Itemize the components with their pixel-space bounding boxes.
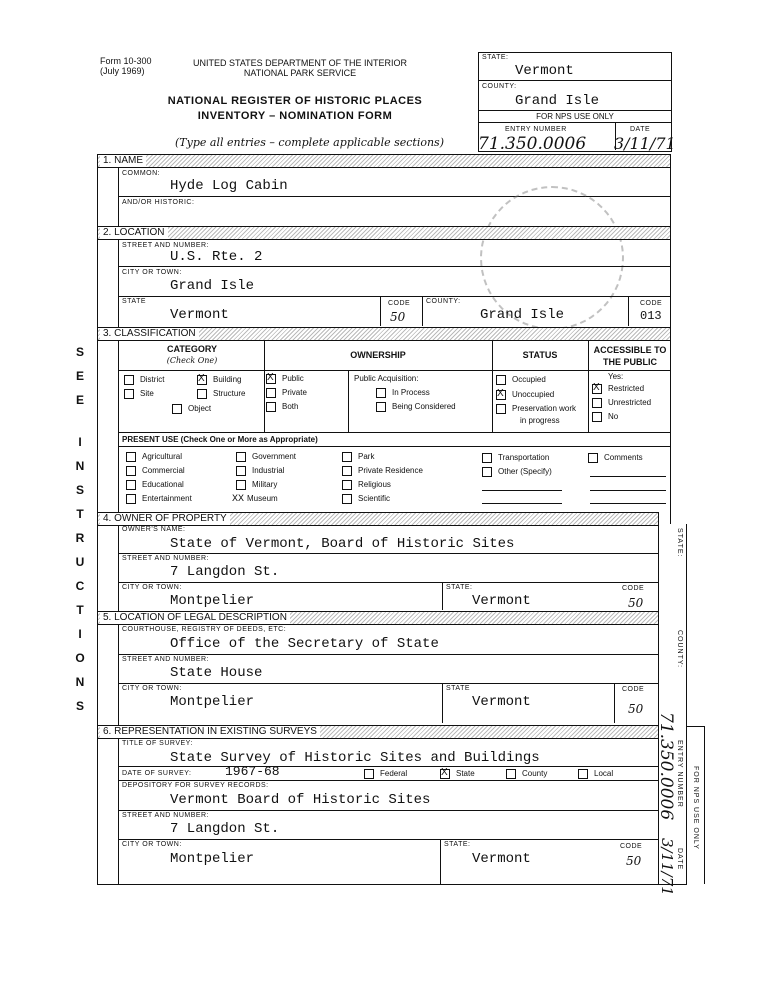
survey-date: 1967-68 xyxy=(225,764,280,779)
acc-restricted[interactable]: XRestricted xyxy=(592,384,644,394)
survey-title-label: TITLE OF SURVEY: xyxy=(122,740,193,747)
owner-code-label: CODE xyxy=(622,585,645,592)
use-military[interactable]: Military xyxy=(236,480,277,490)
commercial-checkbox[interactable] xyxy=(126,466,136,476)
survey-title: State Survey of Historic Sites and Buildings xyxy=(170,750,540,766)
agricultural-checkbox[interactable] xyxy=(126,452,136,462)
legal-code: 50 xyxy=(628,702,644,716)
legal-state-label: STATE xyxy=(446,685,471,692)
survey-city-label: CITY OR TOWN: xyxy=(122,841,182,848)
section-3-header: 3. CLASSIFICATION xyxy=(97,327,671,341)
federal-checkbox[interactable] xyxy=(364,769,374,779)
owner-city: Montpelier xyxy=(170,593,255,609)
owner-code: 50 xyxy=(628,596,644,610)
present-use-label: PRESENT USE (Check One or More as Appropriate) xyxy=(122,435,318,444)
state-checkbox[interactable] xyxy=(440,769,450,779)
location-county-code: 013 xyxy=(640,309,662,323)
object-checkbox[interactable] xyxy=(172,404,182,414)
scientific-checkbox[interactable] xyxy=(342,494,352,504)
form-title xyxy=(140,94,450,124)
acc-unrestricted[interactable]: Unrestricted xyxy=(592,398,651,408)
st-unoccupied[interactable]: XUnoccupied xyxy=(496,390,554,400)
st-preservation[interactable]: Preservation work xyxy=(496,404,576,414)
service: NATIONAL PARK SERVICE xyxy=(243,68,357,78)
legal-city: Montpelier xyxy=(170,694,255,710)
owner-state-label: STATE: xyxy=(446,584,473,591)
occupied-checkbox[interactable] xyxy=(496,375,506,385)
museum-mark: XX xyxy=(232,494,245,505)
location-county-code-label: CODE xyxy=(640,300,663,307)
use-government[interactable]: Government xyxy=(236,452,296,462)
in-process-checkbox[interactable] xyxy=(376,388,386,398)
owner-name: State of Vermont, Board of Historic Sites xyxy=(170,536,515,552)
location-state-code-label: CODE xyxy=(388,300,411,307)
top-county-value: Grand Isle xyxy=(515,93,600,109)
survey-code: 50 xyxy=(626,854,642,868)
acc-no[interactable]: No xyxy=(592,412,618,422)
use-educational[interactable]: Educational xyxy=(126,480,184,490)
cat-object[interactable]: Object xyxy=(172,404,211,414)
side-entry-number: 71.350.0006 xyxy=(656,712,676,821)
location-state-code: 50 xyxy=(390,310,406,324)
depository-label: DEPOSITORY FOR SURVEY RECORDS: xyxy=(122,782,269,789)
site-checkbox[interactable] xyxy=(124,389,134,399)
educational-checkbox[interactable] xyxy=(126,480,136,490)
own-both[interactable]: Both xyxy=(266,402,298,412)
transportation-checkbox[interactable] xyxy=(482,453,492,463)
side-date-label: DATE xyxy=(676,848,683,871)
form-number: Form 10-300 xyxy=(100,56,152,66)
location-state-label: STATE xyxy=(122,298,147,305)
title-line-1: NATIONAL REGISTER OF HISTORIC PLACES xyxy=(167,95,423,107)
cat-structure[interactable]: Structure xyxy=(197,389,245,399)
county-checkbox[interactable] xyxy=(506,769,516,779)
historic-label: AND/OR HISTORIC: xyxy=(122,199,195,206)
category-header: CATEGORY xyxy=(166,344,217,354)
cat-building[interactable]: X Building xyxy=(197,375,241,385)
private-checkbox[interactable] xyxy=(266,388,276,398)
cat-site[interactable]: Site xyxy=(124,389,154,399)
both-checkbox[interactable] xyxy=(266,402,276,412)
use-transportation[interactable]: Transportation xyxy=(482,453,549,463)
building-checkbox[interactable] xyxy=(197,375,207,385)
district-checkbox[interactable] xyxy=(124,375,134,385)
acq-in-process[interactable]: In Process xyxy=(376,388,430,398)
check-one-note: (Check One) xyxy=(166,356,218,365)
top-county-label: COUNTY: xyxy=(482,83,517,90)
side-county-label: COUNTY: xyxy=(676,630,683,669)
structure-checkbox[interactable] xyxy=(197,389,207,399)
accessible-header: ACCESSIBLE TO THE PUBLIC xyxy=(593,345,667,367)
use-comments[interactable]: Comments xyxy=(588,453,643,463)
depository: Vermont Board of Historic Sites xyxy=(170,792,431,808)
top-state-label: STATE: xyxy=(482,54,509,61)
department: UNITED STATES DEPARTMENT OF THE INTERIOR xyxy=(192,58,408,68)
preservation-checkbox[interactable] xyxy=(496,404,506,414)
side-date: 3/11/71 xyxy=(658,838,676,896)
use-religious[interactable]: Religious xyxy=(342,480,391,490)
legal-street: State House xyxy=(170,665,263,681)
owner-name-label: OWNER'S NAME: xyxy=(122,526,186,533)
survey-county[interactable]: County xyxy=(506,769,547,779)
owner-city-label: CITY OR TOWN: xyxy=(122,584,182,591)
owner-street: 7 Langdon St. xyxy=(170,564,280,580)
location-street-label: STREET AND NUMBER: xyxy=(122,242,210,249)
courthouse: Office of the Secretary of State xyxy=(170,636,439,652)
inner-frame xyxy=(118,168,119,884)
owner-street-label: STREET AND NUMBER: xyxy=(122,555,210,562)
use-commercial[interactable]: Commercial xyxy=(126,466,185,476)
unoccupied-checkbox[interactable] xyxy=(496,390,506,400)
top-state-value: Vermont xyxy=(515,63,574,79)
side-entry-number-label: ENTRY NUMBER xyxy=(676,740,683,808)
use-entertainment[interactable]: Entertainment xyxy=(126,494,192,504)
location-state: Vermont xyxy=(170,307,229,323)
government-checkbox[interactable] xyxy=(236,452,246,462)
other-checkbox[interactable] xyxy=(482,467,492,477)
survey-date-label: DATE OF SURVEY: xyxy=(122,770,192,777)
side-state-label: STATE: xyxy=(676,528,683,558)
survey-federal[interactable]: Federal xyxy=(364,769,407,779)
survey-state-label: STATE: xyxy=(444,841,471,848)
comments-checkbox[interactable] xyxy=(588,453,598,463)
survey-code-label: CODE xyxy=(620,843,643,850)
use-park[interactable]: Park xyxy=(342,452,374,462)
section-4-header: 4. OWNER OF PROPERTY xyxy=(97,512,659,526)
survey-state-value: Vermont xyxy=(472,851,531,867)
common-label: COMMON: xyxy=(122,170,161,177)
form-date: (July 1969) xyxy=(100,66,145,76)
status-header: STATUS xyxy=(522,350,558,360)
instructions: (Type all entries – complete applicable sections) xyxy=(175,136,444,149)
legal-code-label: CODE xyxy=(622,686,645,693)
being-considered-checkbox[interactable] xyxy=(376,402,386,412)
survey-local[interactable]: Local xyxy=(578,769,613,779)
section-2-header: 2. LOCATION xyxy=(97,226,671,240)
unrestricted-checkbox[interactable] xyxy=(592,398,602,408)
industrial-checkbox[interactable] xyxy=(236,466,246,476)
location-city: Grand Isle xyxy=(170,278,255,294)
st-occupied[interactable]: Occupied xyxy=(496,375,546,385)
common-name: Hyde Log Cabin xyxy=(170,178,288,194)
yes-label: Yes: xyxy=(608,372,624,381)
use-museum[interactable]: XX Museum xyxy=(232,494,278,505)
no-checkbox[interactable] xyxy=(592,412,602,422)
own-private[interactable]: Private xyxy=(266,388,307,398)
survey-city: Montpelier xyxy=(170,851,255,867)
date-value: 3/11/71 xyxy=(614,134,676,153)
use-agricultural[interactable]: Agricultural xyxy=(126,452,182,462)
form-number-block xyxy=(100,56,152,76)
military-checkbox[interactable] xyxy=(236,480,246,490)
survey-state[interactable]: X State xyxy=(440,769,475,779)
entry-number-value: 71.350.0006 xyxy=(478,134,587,154)
courthouse-label: COURTHOUSE, REGISTRY OF DEEDS, ETC: xyxy=(122,626,287,633)
park-checkbox[interactable] xyxy=(342,452,352,462)
st-in-progress: in progress xyxy=(520,416,560,425)
location-county: Grand Isle xyxy=(480,307,565,323)
public-checkbox[interactable] xyxy=(266,374,276,384)
entry-number-label: ENTRY NUMBER xyxy=(505,126,567,133)
side-nps-label: FOR NPS USE ONLY xyxy=(692,766,699,850)
legal-state: Vermont xyxy=(472,694,531,710)
acquisition-label: Public Acquisition: xyxy=(354,374,419,383)
survey-street: 7 Langdon St. xyxy=(170,821,280,837)
location-street: U.S. Rte. 2 xyxy=(170,249,263,265)
location-city-label: CITY OR TOWN: xyxy=(122,269,182,276)
cat-district[interactable]: District xyxy=(124,375,164,385)
location-county-label: COUNTY: xyxy=(426,298,461,305)
legal-street-label: STREET AND NUMBER: xyxy=(122,656,210,663)
own-public[interactable]: XPublic xyxy=(266,374,304,384)
private-residence-checkbox[interactable] xyxy=(342,466,352,476)
section-1-header: 1. NAME xyxy=(97,154,671,168)
ownership-header: OWNERSHIP xyxy=(350,350,406,360)
section-6-header: 6. REPRESENTATION IN EXISTING SURVEYS xyxy=(97,725,659,739)
restricted-checkbox[interactable] xyxy=(592,384,602,394)
use-scientific[interactable]: Scientific xyxy=(342,494,390,504)
section-5-header: 5. LOCATION OF LEGAL DESCRIPTION xyxy=(97,611,659,625)
use-private-residence[interactable]: Private Residence xyxy=(342,466,423,476)
title-line-2: INVENTORY – NOMINATION FORM xyxy=(197,110,393,122)
agency-block xyxy=(175,58,425,78)
use-industrial[interactable]: Industrial xyxy=(236,466,284,476)
legal-city-label: CITY OR TOWN: xyxy=(122,685,182,692)
nps-use-label: FOR NPS USE ONLY xyxy=(536,112,614,121)
survey-street-label: STREET AND NUMBER: xyxy=(122,812,210,819)
date-label: DATE xyxy=(630,126,651,133)
religious-checkbox[interactable] xyxy=(342,480,352,490)
acq-being-considered[interactable]: Being Considered xyxy=(376,402,456,412)
owner-state: Vermont xyxy=(472,593,531,609)
local-checkbox[interactable] xyxy=(578,769,588,779)
use-other[interactable]: Other (Specify) xyxy=(482,467,552,477)
entertainment-checkbox[interactable] xyxy=(126,494,136,504)
